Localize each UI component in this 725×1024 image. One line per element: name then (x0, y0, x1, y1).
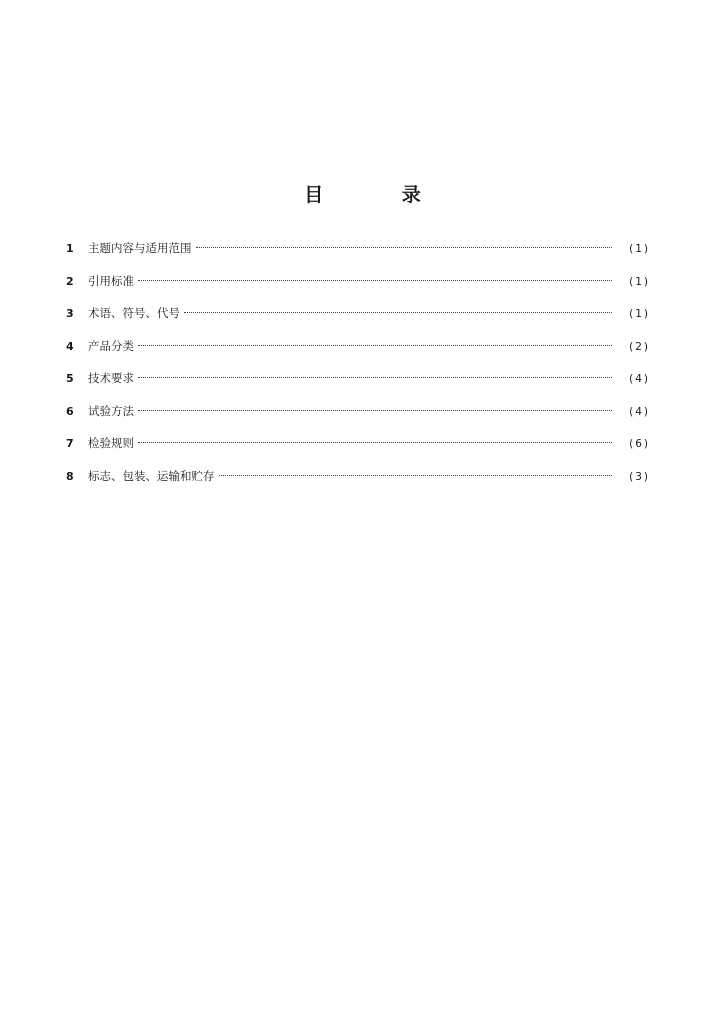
toc-dot-leader (138, 441, 612, 443)
toc-entry-label: 术语、符号、代号 (88, 306, 180, 320)
toc-entry (66, 403, 650, 436)
toc-entry-page: (4) (629, 405, 650, 418)
toc-entry-page: (1) (629, 243, 650, 255)
toc-entry-page: (2) (629, 340, 650, 353)
toc-entry-page: (1) (629, 275, 650, 288)
toc-entry (66, 435, 650, 468)
toc-entry-page: (6) (629, 438, 650, 450)
toc-entry-number: 8 (66, 469, 74, 483)
toc-entry-label: 技术要求 (88, 371, 134, 385)
toc-dot-leader (184, 311, 612, 313)
toc-entry-page: (3) (629, 470, 650, 483)
toc-entry-label: 标志、包装、运输和贮存 (88, 468, 215, 483)
toc-dot-leader (219, 474, 613, 476)
toc-entry-number: 2 (66, 274, 74, 288)
toc-dot-leader (138, 279, 612, 281)
toc-entry-number: 6 (66, 404, 74, 418)
toc-entry-label: 产品分类 (88, 338, 134, 353)
toc-entry (66, 305, 650, 338)
toc-entry-label: 引用标准 (88, 273, 134, 288)
toc-entry-number: 1 (66, 242, 74, 255)
toc-dot-leader (138, 376, 612, 378)
toc-entry-number: 4 (66, 339, 74, 353)
toc-entry-label: 主题内容与适用范围 (88, 241, 192, 255)
toc-dot-leader (138, 409, 612, 411)
toc-entry (66, 370, 650, 403)
toc-entry-label: 试验方法 (88, 403, 134, 418)
toc-entry-number: 7 (66, 437, 74, 450)
toc-entry (66, 338, 650, 371)
toc-entry-number: 5 (66, 372, 74, 385)
toc-entry-page: (4) (629, 373, 650, 385)
toc-entry (66, 468, 650, 501)
toc-title: 目 录 (304, 184, 457, 206)
toc-entry (66, 240, 650, 273)
toc-list (66, 240, 650, 500)
toc-entry-number: 3 (66, 307, 74, 320)
toc-entry (66, 273, 650, 306)
toc-entry-label: 检验规则 (88, 436, 134, 450)
toc-dot-leader (196, 246, 613, 248)
toc-entry-page: (1) (629, 308, 650, 320)
toc-dot-leader (138, 344, 612, 346)
